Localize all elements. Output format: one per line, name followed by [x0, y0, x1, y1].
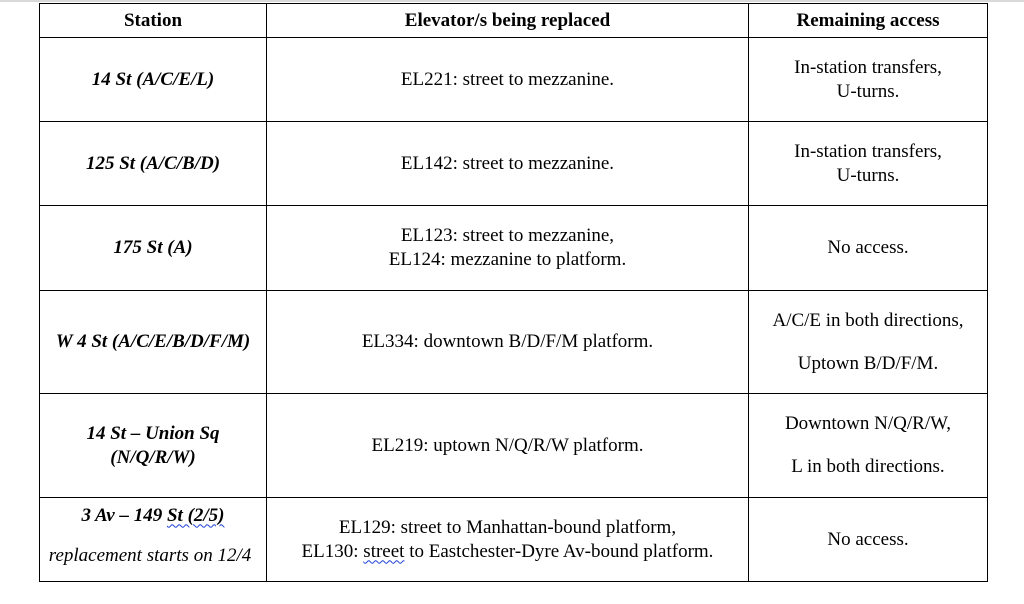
- elevator-line: EL219: uptown N/Q/R/W platform.: [371, 434, 644, 456]
- elevators-cell: [267, 291, 749, 394]
- table-row: [40, 498, 988, 582]
- station-cell: [40, 394, 267, 498]
- elevators-cell: [267, 122, 749, 206]
- elevator-line: [269, 540, 746, 564]
- access-line: In-station transfers,: [794, 140, 942, 162]
- access-line: U-turns.: [836, 164, 900, 186]
- station-cell: 175 St (A): [40, 206, 267, 291]
- replacement-note: replacement starts on 12/4: [48, 544, 252, 566]
- elevators-cell: [267, 498, 749, 582]
- header-elevators: Elevator/s being replaced: [267, 4, 749, 38]
- access-line: No access.: [827, 528, 909, 550]
- elevator-replacement-table: [39, 3, 988, 582]
- access-line: No access.: [827, 237, 909, 258]
- elevators-cell: [267, 394, 749, 498]
- spellcheck-underlined-text: St (2/5): [166, 504, 225, 526]
- access-line: Downtown N/Q/R/W,: [784, 413, 952, 434]
- elevator-line: EL221: street to mezzanine.: [400, 68, 615, 90]
- access-cell: [749, 394, 988, 498]
- access-line: U-turns.: [836, 80, 900, 102]
- station-prefix: 3 Av – 149: [81, 504, 167, 526]
- table-row: [40, 394, 988, 498]
- station-line: 14 St – Union Sq: [86, 422, 220, 444]
- station-cell: W 4 St (A/C/E/B/D/F/M): [40, 291, 267, 394]
- station-cell: 14 St (A/C/E/L): [40, 38, 267, 122]
- access-line: L in both directions.: [791, 456, 945, 477]
- station-cell: 125 St (A/C/B/D): [40, 122, 267, 206]
- top-edge-line: [0, 0, 1024, 2]
- elevator-line: EL129: street to Manhattan-bound platform,: [338, 516, 677, 538]
- elevator-line: EL123: street to mezzanine,: [400, 225, 615, 246]
- access-cell: [749, 498, 988, 582]
- access-line: Uptown B/D/F/M.: [797, 352, 939, 374]
- header-remaining-access: Remaining access: [749, 4, 988, 38]
- elevators-cell: [267, 206, 749, 291]
- access-line: A/C/E in both directions,: [772, 309, 964, 331]
- header-row: [40, 4, 988, 38]
- station-line: (N/Q/R/W): [110, 446, 196, 468]
- elevator-suffix: to Eastchester-Dyre Av-bound platform.: [404, 540, 714, 562]
- elevators-cell: [267, 38, 749, 122]
- access-cell: [749, 122, 988, 206]
- elevator-line: EL142: street to mezzanine.: [400, 152, 615, 174]
- station-name: [42, 504, 264, 528]
- table-row: [40, 291, 988, 394]
- table-row: [40, 38, 988, 122]
- elevator-prefix: EL130:: [301, 540, 364, 562]
- table-row: [40, 122, 988, 206]
- station-cell: [40, 498, 267, 582]
- spellcheck-underlined-text: street: [363, 540, 405, 562]
- header-station: Station: [40, 4, 267, 38]
- access-cell: [749, 291, 988, 394]
- access-cell: [749, 38, 988, 122]
- elevator-line: EL124: mezzanine to platform.: [388, 249, 627, 270]
- access-line: In-station transfers,: [794, 56, 942, 78]
- access-cell: [749, 206, 988, 291]
- table-row: [40, 206, 988, 291]
- elevator-line: EL334: downtown B/D/F/M platform.: [361, 331, 654, 352]
